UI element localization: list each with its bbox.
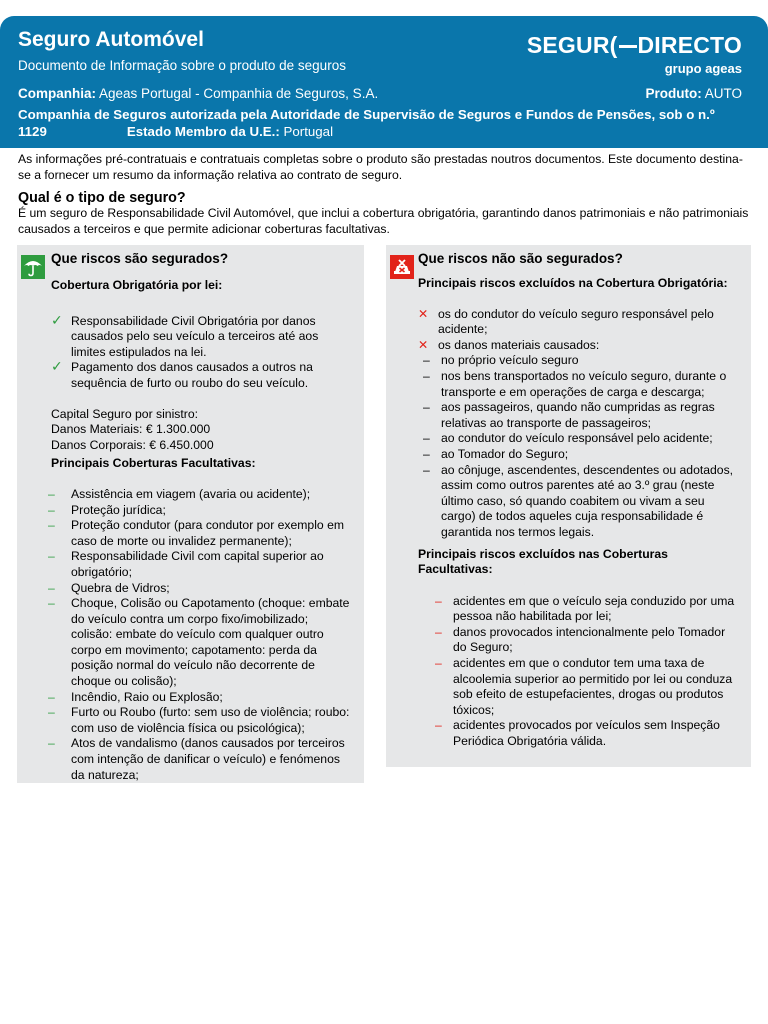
list-item: ✓ Pagamento dos danos causados a outros na sequência de furto ou roubo do seu veículo. <box>51 358 313 390</box>
intro-text: As informações pré-contratuais e contratuais completas sobre o produto são prestadas noutros documentos. Este documento destina-se a fornecer um resumo da informação relativa ao contrato de seguro. <box>18 152 743 182</box>
authorization-line <box>18 106 748 140</box>
not-covered-risks-box <box>386 245 751 767</box>
checkmark-icon: ✓ <box>51 311 63 328</box>
logo-wordmark <box>527 32 742 59</box>
brand-logo <box>527 32 742 76</box>
dash-bullet: – <box>48 689 55 704</box>
cross-icon: ✕ <box>418 306 429 321</box>
material-damage-exclusions-list <box>406 353 736 540</box>
insurance-type-title: Qual é o tipo de seguro? <box>18 190 186 206</box>
list-item: – Furto ou Roubo (furto: sem uso de violência; roubo: com uso de violência física ou psicológica); <box>48 705 350 735</box>
document-subtitle: Documento de Informação sobre o produto de seguros <box>18 58 346 73</box>
list-item: – acidentes em que o condutor tem uma taxa de alcoolemia superior ao permitido por lei ou conduza sob efeito de estupefacientes, drogas ou produtos tóxicos; <box>435 656 733 717</box>
optional-cover-list <box>31 487 351 783</box>
logo-dash <box>619 45 637 48</box>
dash-bullet: – <box>423 353 430 368</box>
list-item: – ao Tomador do Seguro; <box>423 446 569 461</box>
list-item: – Proteção jurídica; <box>48 502 166 517</box>
cross-icon: ✕ <box>418 337 429 352</box>
list-item: – Atos de vandalismo (danos causados por terceiros com intenção de danificar o veículo) e fenómenos da natureza; <box>48 736 345 782</box>
dash-bullet: – <box>423 431 430 446</box>
umbrella-icon <box>21 255 45 279</box>
dash-bullet: – <box>48 705 55 720</box>
optional-cover-heading: Principais Coberturas Facultativas: <box>51 456 256 471</box>
insurance-type-text: É um seguro de Responsabilidade Civil Automóvel, que inclui a cobertura obrigatória, garantindo danos patrimoniais e não patrimoniais causados a terceiros e que permite adicionar coberturas facultativas. <box>18 206 749 236</box>
logo-left-text: SEGUR <box>526 32 610 58</box>
dash-bullet: – <box>435 656 442 671</box>
dash-bullet: – <box>435 718 442 733</box>
list-item: – Assistência em viagem (avaria ou acidente); <box>48 486 311 501</box>
covered-risks-box <box>17 245 364 783</box>
list-item: ✕ os danos materiais causados: <box>418 337 600 352</box>
mandatory-cover-list <box>51 311 351 392</box>
list-item: – Choque, Colisão ou Capotamento (choque: embate do veículo contra um corpo fixo/imobilizado; colisão: embate do veículo com qualquer outro corpo em movimento; capotamento: perda da posição normal do veículo não decorrente de choque ou colisão); <box>48 596 350 689</box>
list-item: – Proteção condutor (para condutor por exemplo em caso de morte ou invalidez permanente); <box>48 518 345 548</box>
list-item: ✓ Responsabilidade Civil Obrigatória por danos causados pelo seu veículo a terceiros até aos limites estipulados na lei. <box>51 311 319 359</box>
list-item: – Quebra de Vidros; <box>48 580 170 595</box>
optional-exclusions-list <box>418 594 736 750</box>
list-item: – acidentes provocados por veículos sem Inspeção Periódica Obrigatória válida. <box>435 718 720 749</box>
dash-bullet: – <box>48 502 55 517</box>
logo-group-text: grupo ageas <box>664 61 742 76</box>
company-value: Ageas Portugal - Companhia de Seguros, S.A. <box>99 86 379 101</box>
list-item: – nos bens transportados no veículo seguro, durante o transporte e em operações de carga e descarga; <box>423 368 727 399</box>
dash-bullet: – <box>423 462 430 477</box>
company-label: Companhia: <box>18 86 97 101</box>
capital-line: Capital Seguro por sinistro: <box>51 406 198 421</box>
material-damage-value: Danos Materiais: € 1.300.000 <box>51 422 211 437</box>
product-line <box>645 86 742 101</box>
checkmark-icon: ✓ <box>51 358 63 375</box>
list-item: – ao cônjuge, ascendentes, descendentes ou adotados, assim como outros parentes até ao 3.º grau (neste último caso, só quando coabitem ou vivam a seu cargo) de todos aqueles cuja responsabilidade é garantida nos termos legais. <box>423 462 734 539</box>
member-state-label: Estado Membro da U.E.: <box>126 124 280 139</box>
car-crash-icon <box>390 255 414 279</box>
list-item: – aos passageiros, quando não cumpridas as regras relativas ao transporte de passageiros; <box>423 400 715 430</box>
product-value: AUTO <box>704 86 742 101</box>
bodily-damage-value: Danos Corporais: € 6.450.000 <box>51 437 214 452</box>
list-item: ✕ os do condutor do veículo seguro responsável pelo acidente; <box>418 306 714 337</box>
covered-risks-title: Que riscos são segurados? <box>51 251 229 266</box>
list-item: – no próprio veículo seguro <box>423 353 579 368</box>
member-state-value: Portugal <box>283 124 334 139</box>
dash-bullet: – <box>48 486 55 501</box>
product-label: Produto: <box>645 86 702 101</box>
mandatory-exclusions-list <box>418 307 736 354</box>
member-state <box>127 124 333 139</box>
list-item: – danos provocados intencionalmente pelo Tomador do Seguro; <box>435 624 726 655</box>
not-covered-risks-title: Que riscos não são segurados? <box>418 251 623 266</box>
authorization-text: Companhia de Seguros autorizada pela Autoridade de Supervisão de Seguros e Fundos de Pensões, sob o n.º 1129 <box>18 107 715 139</box>
company-line <box>18 86 378 101</box>
dash-bullet: – <box>423 400 430 415</box>
list-item: – ao condutor do veículo responsável pelo acidente; <box>423 431 713 446</box>
header-band <box>0 16 768 148</box>
list-item: – acidentes em que o veículo seja conduzido por uma pessoa não habilitada por lei; <box>435 593 735 624</box>
dash-bullet: – <box>435 593 442 608</box>
list-item: – Incêndio, Raio ou Explosão; <box>48 689 223 704</box>
dash-bullet: – <box>423 446 430 461</box>
dash-bullet: – <box>48 580 55 595</box>
optional-exclusions-heading: Principais riscos excluídos nas Coberturas Facultativas: <box>418 546 668 577</box>
logo-right-text: DIRECTO <box>637 32 742 58</box>
dash-bullet: – <box>48 596 55 611</box>
list-item: – Responsabilidade Civil com capital superior ao obrigatório; <box>48 549 324 579</box>
covered-risks-content <box>48 278 351 783</box>
dash-bullet: – <box>48 736 55 751</box>
document-title: Seguro Automóvel <box>18 28 204 51</box>
logo-o-shape: ( <box>609 32 618 58</box>
dash-bullet: – <box>423 368 430 383</box>
mandatory-exclusions-heading: Principais riscos excluídos na Cobertura Obrigatória: <box>418 276 728 290</box>
mandatory-cover-heading: Cobertura Obrigatória por lei: <box>51 278 223 292</box>
not-covered-risks-content <box>418 276 736 750</box>
dash-bullet: – <box>48 518 55 533</box>
dash-bullet: – <box>435 624 442 639</box>
dash-bullet: – <box>48 549 55 564</box>
